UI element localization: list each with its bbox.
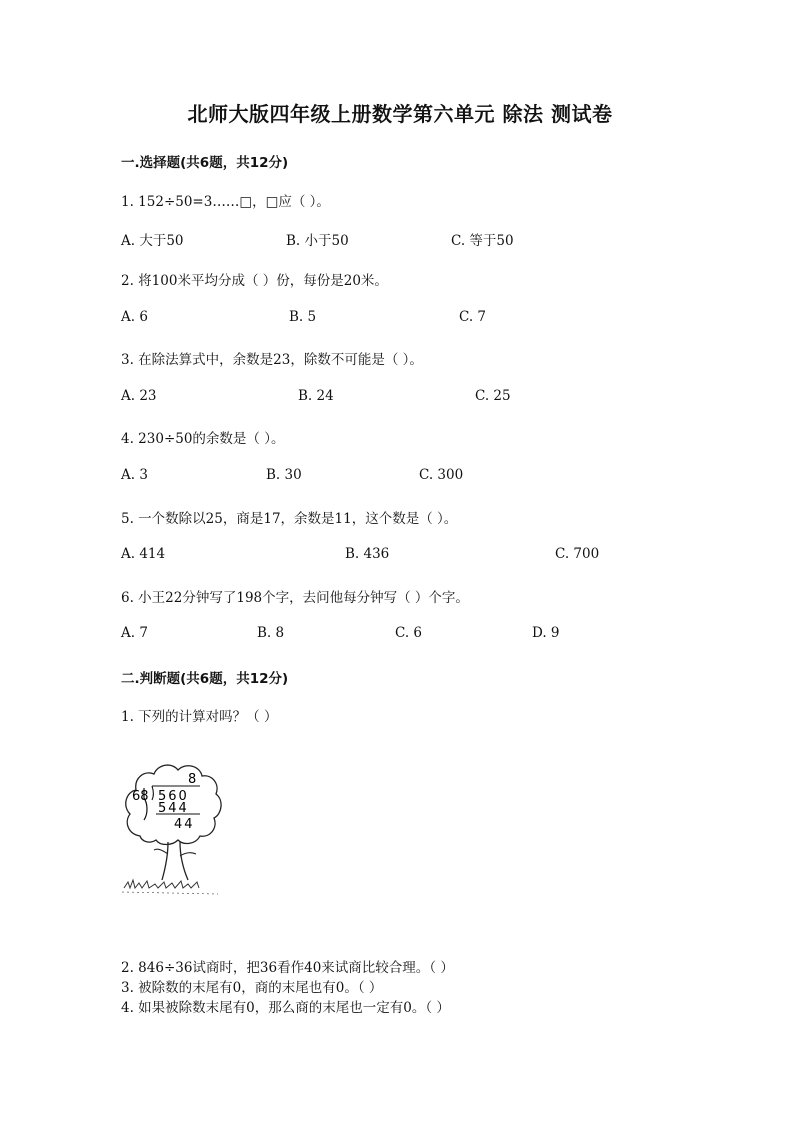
q2-option-a: A. 6	[121, 309, 148, 325]
q2-option-b: B. 5	[289, 309, 317, 325]
q5-option-b: B. 436	[345, 546, 390, 562]
q6-option-a: A. 7	[121, 625, 148, 641]
judgment-question-4: 4. 如果被除数末尾有0，那么商的末尾也一定有0。（ ）	[121, 1000, 450, 1016]
judgment-question-1: 1. 下列的计算对吗？（ ）	[121, 709, 278, 725]
division-divisor: 68	[132, 789, 149, 804]
q2-option-c: C. 7	[459, 309, 487, 325]
question-4: 4. 230÷50的余数是（ ）。	[121, 431, 285, 447]
page-title: 北师大版四年级上册数学第六单元 除法 测试卷	[187, 102, 613, 126]
q4-option-a: A. 3	[121, 467, 148, 483]
section-heading-judgment: 二.判断题(共6题，共12分)	[121, 671, 289, 687]
q6-option-c: C. 6	[395, 625, 423, 641]
q1-option-a: A. 大于50	[121, 233, 184, 249]
question-5: 5. 一个数除以25，商是17，余数是11，这个数是（ ）。	[121, 511, 458, 527]
q5-option-c: C. 700	[555, 546, 600, 562]
q6-option-b: B. 8	[257, 625, 285, 641]
division-remainder: 44	[174, 817, 195, 832]
q1-option-b: B. 小于50	[286, 233, 349, 249]
division-product: 544	[158, 801, 189, 816]
division-dividend: 560	[158, 789, 189, 804]
q1-option-c: C. 等于50	[451, 233, 514, 249]
q4-option-b: B. 30	[266, 467, 302, 483]
question-3: 3. 在除法算式中，余数是23，除数不可能是（ ）。	[121, 352, 423, 368]
judgment-question-3: 3. 被除数的末尾有0，商的末尾也有0。（ ）	[121, 980, 383, 996]
q3-option-a: A. 23	[121, 388, 157, 404]
question-2: 2. 将100米平均分成（ ）份，每份是20米。	[121, 273, 388, 289]
q3-option-b: B. 24	[298, 388, 334, 404]
section-heading-choice: 一.选择题(共6题，共12分)	[121, 155, 289, 171]
judgment-question-2: 2. 846÷36试商时，把36看作40来试商比较合理。（ ）	[121, 960, 454, 976]
tree-division-figure	[118, 758, 228, 908]
q5-option-a: A. 414	[121, 546, 166, 562]
q3-option-c: C. 25	[475, 388, 511, 404]
division-quotient: 8	[188, 772, 197, 787]
question-1: 1. 152÷50=3……□，□应（ ）。	[121, 194, 330, 210]
q4-option-c: C. 300	[419, 467, 464, 483]
q6-option-d: D. 9	[532, 625, 560, 641]
question-6: 6. 小王22分钟写了198个字，去问他每分钟写（ ）个字。	[121, 590, 469, 606]
